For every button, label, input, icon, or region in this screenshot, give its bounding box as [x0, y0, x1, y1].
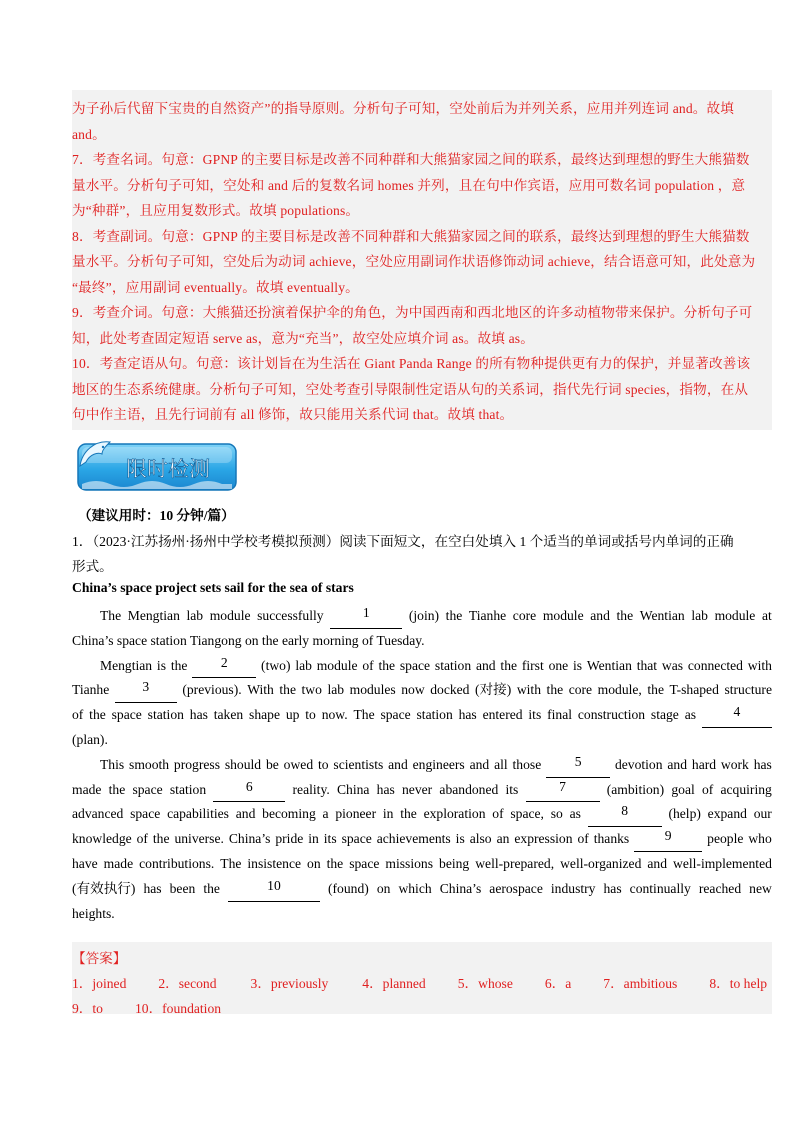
text-line: “最终”，应用副词 eventually。故填 eventually。: [72, 279, 359, 295]
blank-4: 4: [702, 703, 772, 728]
word: structure: [724, 682, 772, 698]
word: smooth: [129, 756, 170, 772]
word: module: [209, 608, 251, 623]
word: space: [380, 707, 411, 723]
word: its: [528, 707, 542, 723]
word: abandoned: [439, 781, 499, 797]
word: China’s: [439, 880, 482, 896]
word: owed: [283, 756, 314, 772]
word: and: [469, 756, 490, 772]
word: new: [749, 880, 772, 896]
answer-item: 5．whose: [457, 976, 513, 991]
text-line: 为子孙后代留下宝贵的自然资产”的指导原则。分析句子可知，空处前后为并列关系，应用并列连词 and。故填: [72, 101, 735, 116]
word: docked: [430, 682, 470, 698]
word: module: [316, 657, 358, 673]
word: is: [455, 831, 465, 847]
word: the: [203, 880, 220, 896]
word: reality.: [292, 781, 330, 797]
blank-10: 10: [228, 877, 320, 902]
word: its: [505, 781, 519, 797]
word: The: [100, 608, 122, 623]
text-line: and。: [72, 126, 106, 142]
word: was: [661, 657, 684, 673]
word: our: [753, 806, 772, 822]
word: has: [753, 756, 772, 772]
word: (ambition): [606, 781, 665, 797]
word: space: [132, 781, 163, 797]
word: the: [445, 608, 463, 623]
word: well-organized: [560, 855, 642, 871]
explanation-9: [72, 300, 772, 351]
text-line: 量水平。分析句子可知，空处后为动词 achieve，空处应用副词作状语修饰动词 achieve，结合语意可知，此处意为: [72, 254, 756, 269]
word: continually: [629, 880, 691, 896]
word: the: [400, 806, 417, 822]
passage-line: [72, 629, 772, 654]
word: and: [667, 756, 688, 772]
word: lab: [327, 682, 345, 698]
blank-9: 9: [634, 827, 702, 852]
word: the: [279, 682, 296, 698]
word: at: [761, 608, 772, 623]
word: With: [247, 682, 274, 698]
word: work: [720, 756, 749, 772]
passage-line: [72, 802, 772, 827]
text-line: 7．考查名词。句意：GPNP 的主要目标是改善不同种群和大熊猫家园之间的联系，最终达到理想的野生大熊猫数: [72, 152, 750, 167]
answer-item: 3．previously: [250, 976, 329, 991]
word: Mengtian: [127, 608, 180, 623]
text-line: 量水平。分析句子可知，空处和 and 后的复数名词 homes 并列，且在句中作宾语，应用可数名词 population ，意: [72, 177, 746, 193]
word: (two): [261, 657, 291, 673]
text-line: 知，此处考查固定短语 serve as，意为“充当”，故空处应填介词 as。故填 as。: [72, 330, 534, 346]
blank-5: 5: [546, 753, 610, 778]
word: is: [573, 657, 583, 673]
word: China’s: [228, 831, 271, 847]
answer-item: 9．to: [72, 1001, 103, 1016]
passage: [72, 604, 772, 926]
word: in: [308, 831, 319, 847]
word: becoming: [262, 806, 316, 822]
word: has: [189, 707, 208, 723]
word: space: [111, 707, 142, 723]
answer-row: [72, 996, 772, 1021]
word: up: [285, 707, 300, 723]
word: Tianhe: [468, 608, 507, 623]
word: an: [496, 831, 510, 847]
word: universe.: [174, 831, 224, 847]
word: to: [305, 707, 316, 723]
word: station: [434, 657, 472, 673]
word: core: [512, 608, 537, 623]
blank-8: 8: [588, 802, 662, 827]
word: of: [492, 806, 504, 822]
word: so: [550, 806, 563, 822]
word: the: [378, 657, 396, 673]
word: Wentian: [639, 608, 685, 623]
word: Wentian: [586, 657, 632, 673]
word: (有效执行): [72, 880, 136, 896]
word: expression: [514, 831, 573, 847]
word: (join): [408, 608, 440, 623]
word: goal: [671, 781, 695, 797]
word: two: [301, 682, 322, 698]
word: The: [353, 707, 375, 723]
word: the: [616, 608, 634, 623]
answer-item: 4．planned: [362, 976, 426, 991]
word: the: [546, 682, 564, 698]
word: should: [224, 756, 262, 772]
word: its: [323, 831, 337, 847]
word: and: [647, 855, 668, 871]
passage-line: [72, 827, 772, 852]
word: lab: [186, 608, 204, 623]
passage-line: [72, 728, 772, 753]
question-instruction: 1．（2023·江苏扬州·扬州中学校考模拟预测）阅读下面短文，在空白处填入 1 个适当的单词或括号内单词的正确: [72, 534, 734, 549]
word: have: [72, 855, 98, 871]
text-line: 句中作主语，且先行词前有 all 修饰，故只能用关系代词 that。故填 that。: [72, 407, 514, 422]
answer-item: 1．joined: [72, 976, 127, 991]
word: station: [416, 707, 453, 723]
word: the: [170, 657, 188, 673]
time-suggestion: （建议用时：10 分钟/篇）: [78, 508, 235, 523]
word: in: [382, 806, 394, 822]
text-line: 9．考查介词。句意：大熊猫还扮演着保护伞的角色，为中国西南和西北地区的许多动植物带来保护。分析句子可: [72, 305, 753, 320]
word: also: [469, 831, 492, 847]
word: This: [100, 756, 125, 772]
word: is: [156, 657, 166, 673]
word: be: [265, 756, 279, 772]
word: entered: [482, 707, 523, 723]
word: people: [707, 831, 744, 847]
word: of: [701, 781, 714, 797]
text-line: 地区的生态系统健康。分析句子可知，空处考查引导限制性定语从句的关系词，指代先行词 species，指物，在从: [72, 381, 749, 397]
word: of: [362, 657, 374, 673]
word: station: [147, 707, 184, 723]
word: advanced: [72, 806, 124, 822]
word: missions: [385, 855, 434, 871]
blank-2: 2: [192, 654, 256, 679]
word: devotion: [614, 756, 663, 772]
word: made: [103, 855, 134, 871]
answer-row: [72, 971, 772, 996]
word: core: [568, 682, 593, 698]
word: the: [647, 682, 664, 698]
word: thanks: [593, 831, 630, 847]
word: space,: [510, 806, 544, 822]
badge-label: 限时检测: [126, 457, 210, 481]
passage-line: [72, 852, 772, 877]
text-line: 10．考查定语从句。句意：该计划旨在为生活在 Giant Panda Range 的所有物种提供更有力的保护，并显著改善该: [72, 356, 751, 371]
word: space: [341, 831, 372, 847]
explanation-10: [72, 351, 772, 428]
word: first: [521, 657, 544, 673]
word: and: [475, 657, 496, 673]
word: (found): [328, 880, 369, 896]
word: the: [108, 781, 126, 797]
answer-item: 8．to help: [709, 976, 768, 991]
word: progress: [173, 756, 220, 772]
answer-item: 10．foundation: [134, 1001, 222, 1016]
word: as: [684, 707, 697, 723]
passage-line: [72, 902, 772, 927]
word: T-shaped: [669, 682, 719, 698]
word: as: [569, 806, 581, 822]
word: space: [399, 657, 431, 673]
passage-line: [72, 604, 772, 629]
blank-3: 3: [115, 678, 177, 703]
word: and: [235, 806, 256, 822]
word: all: [494, 756, 508, 772]
blank-1: 1: [330, 604, 402, 629]
word: capabilities: [167, 806, 229, 822]
word: space: [349, 855, 380, 871]
word: those: [512, 756, 542, 772]
word: station: [169, 781, 207, 797]
word: the: [500, 657, 518, 673]
word: lab: [295, 657, 312, 673]
word: successfully: [257, 608, 324, 623]
word: the: [152, 831, 170, 847]
text: heights.: [72, 905, 115, 921]
word: to: [317, 756, 329, 772]
word: lab: [691, 608, 708, 623]
word: (help): [668, 806, 701, 822]
explanation-6: [72, 96, 772, 147]
answer-heading: 【答案】: [72, 951, 127, 966]
word: and: [388, 756, 408, 772]
word: pride: [275, 831, 304, 847]
word: been: [169, 880, 196, 896]
word: China: [336, 781, 370, 797]
word: of: [577, 831, 589, 847]
word: Tianhe: [72, 682, 110, 698]
word: of: [72, 707, 84, 723]
answer-item: 6．a: [544, 976, 572, 991]
word: contributions.: [139, 855, 215, 871]
word: aerospace: [489, 880, 543, 896]
blank-7: 7: [526, 778, 600, 803]
word: module: [542, 608, 584, 623]
word: knowledge: [72, 831, 132, 847]
word: made: [72, 781, 102, 797]
word: of: [136, 831, 148, 847]
text: China’s space station Tiangong on the early morning of Tuesday.: [72, 632, 425, 648]
word: now.: [321, 707, 348, 723]
word: has: [143, 880, 162, 896]
word: well-prepared,: [475, 855, 555, 871]
word: and: [590, 608, 610, 623]
word: on: [307, 855, 321, 871]
word: connected: [687, 657, 743, 673]
word: The: [220, 855, 242, 871]
passage-line: [72, 753, 772, 778]
word: (对接): [475, 682, 512, 698]
word: pioneer: [335, 806, 377, 822]
word: shape: [249, 707, 280, 723]
word: a: [322, 806, 329, 822]
word: one: [548, 657, 569, 673]
word: on: [376, 880, 391, 896]
word: exploration: [423, 806, 486, 822]
word: space: [130, 806, 161, 822]
word: module,: [597, 682, 642, 698]
text: (plan).: [72, 731, 108, 747]
word: reached: [698, 880, 742, 896]
text-line: 为“种群”，且应用复数形式。故填 populations。: [72, 203, 360, 218]
word: with: [516, 682, 541, 698]
word: acquiring: [720, 781, 772, 797]
explanation-7: [72, 147, 772, 224]
word: modules: [349, 682, 396, 698]
word: has: [376, 781, 395, 797]
word: never: [402, 781, 433, 797]
word: achievements: [376, 831, 451, 847]
word: engineers: [412, 756, 465, 772]
passage-line: [72, 654, 772, 679]
explanation-8: [72, 224, 772, 301]
word: industry: [550, 880, 596, 896]
word: the: [326, 855, 344, 871]
section-badge: [76, 432, 238, 494]
word: with: [747, 657, 772, 673]
word: taken: [213, 707, 244, 723]
word: hard: [691, 756, 717, 772]
word: stage: [650, 707, 679, 723]
question-instruction-cont: 形式。: [72, 559, 113, 574]
word: now: [401, 682, 425, 698]
word: who: [748, 831, 772, 847]
text-line: 8．考查副词。句意：GPNP 的主要目标是改善不同种群和大熊猫家园之间的联系，最终达到理想的野生大熊猫数: [72, 228, 750, 244]
word: being: [439, 855, 470, 871]
word: the: [89, 707, 106, 723]
word: that: [636, 657, 658, 673]
blank-6: 6: [213, 778, 285, 803]
word: final: [547, 707, 573, 723]
answer-box: [72, 942, 772, 1014]
word: construction: [577, 707, 646, 723]
passage-title: China’s space project sets sail for the sea of stars: [72, 580, 354, 595]
answer-item: 7．ambitious: [603, 976, 678, 991]
word: module: [714, 608, 756, 623]
passage-line: [72, 877, 772, 902]
word: scientists: [333, 756, 384, 772]
word: Mengtian: [100, 657, 153, 673]
passage-line: [72, 703, 772, 728]
word: expand: [707, 806, 747, 822]
passage-line: [72, 678, 772, 703]
word: insistence: [247, 855, 302, 871]
word: which: [398, 880, 432, 896]
explanation-box: [72, 90, 772, 430]
answer-item: 2．second: [158, 976, 217, 991]
word: has: [458, 707, 477, 723]
passage-line: [72, 778, 772, 803]
word: has: [603, 880, 622, 896]
word: well-implemented: [673, 855, 772, 871]
word: (previous).: [182, 682, 242, 698]
